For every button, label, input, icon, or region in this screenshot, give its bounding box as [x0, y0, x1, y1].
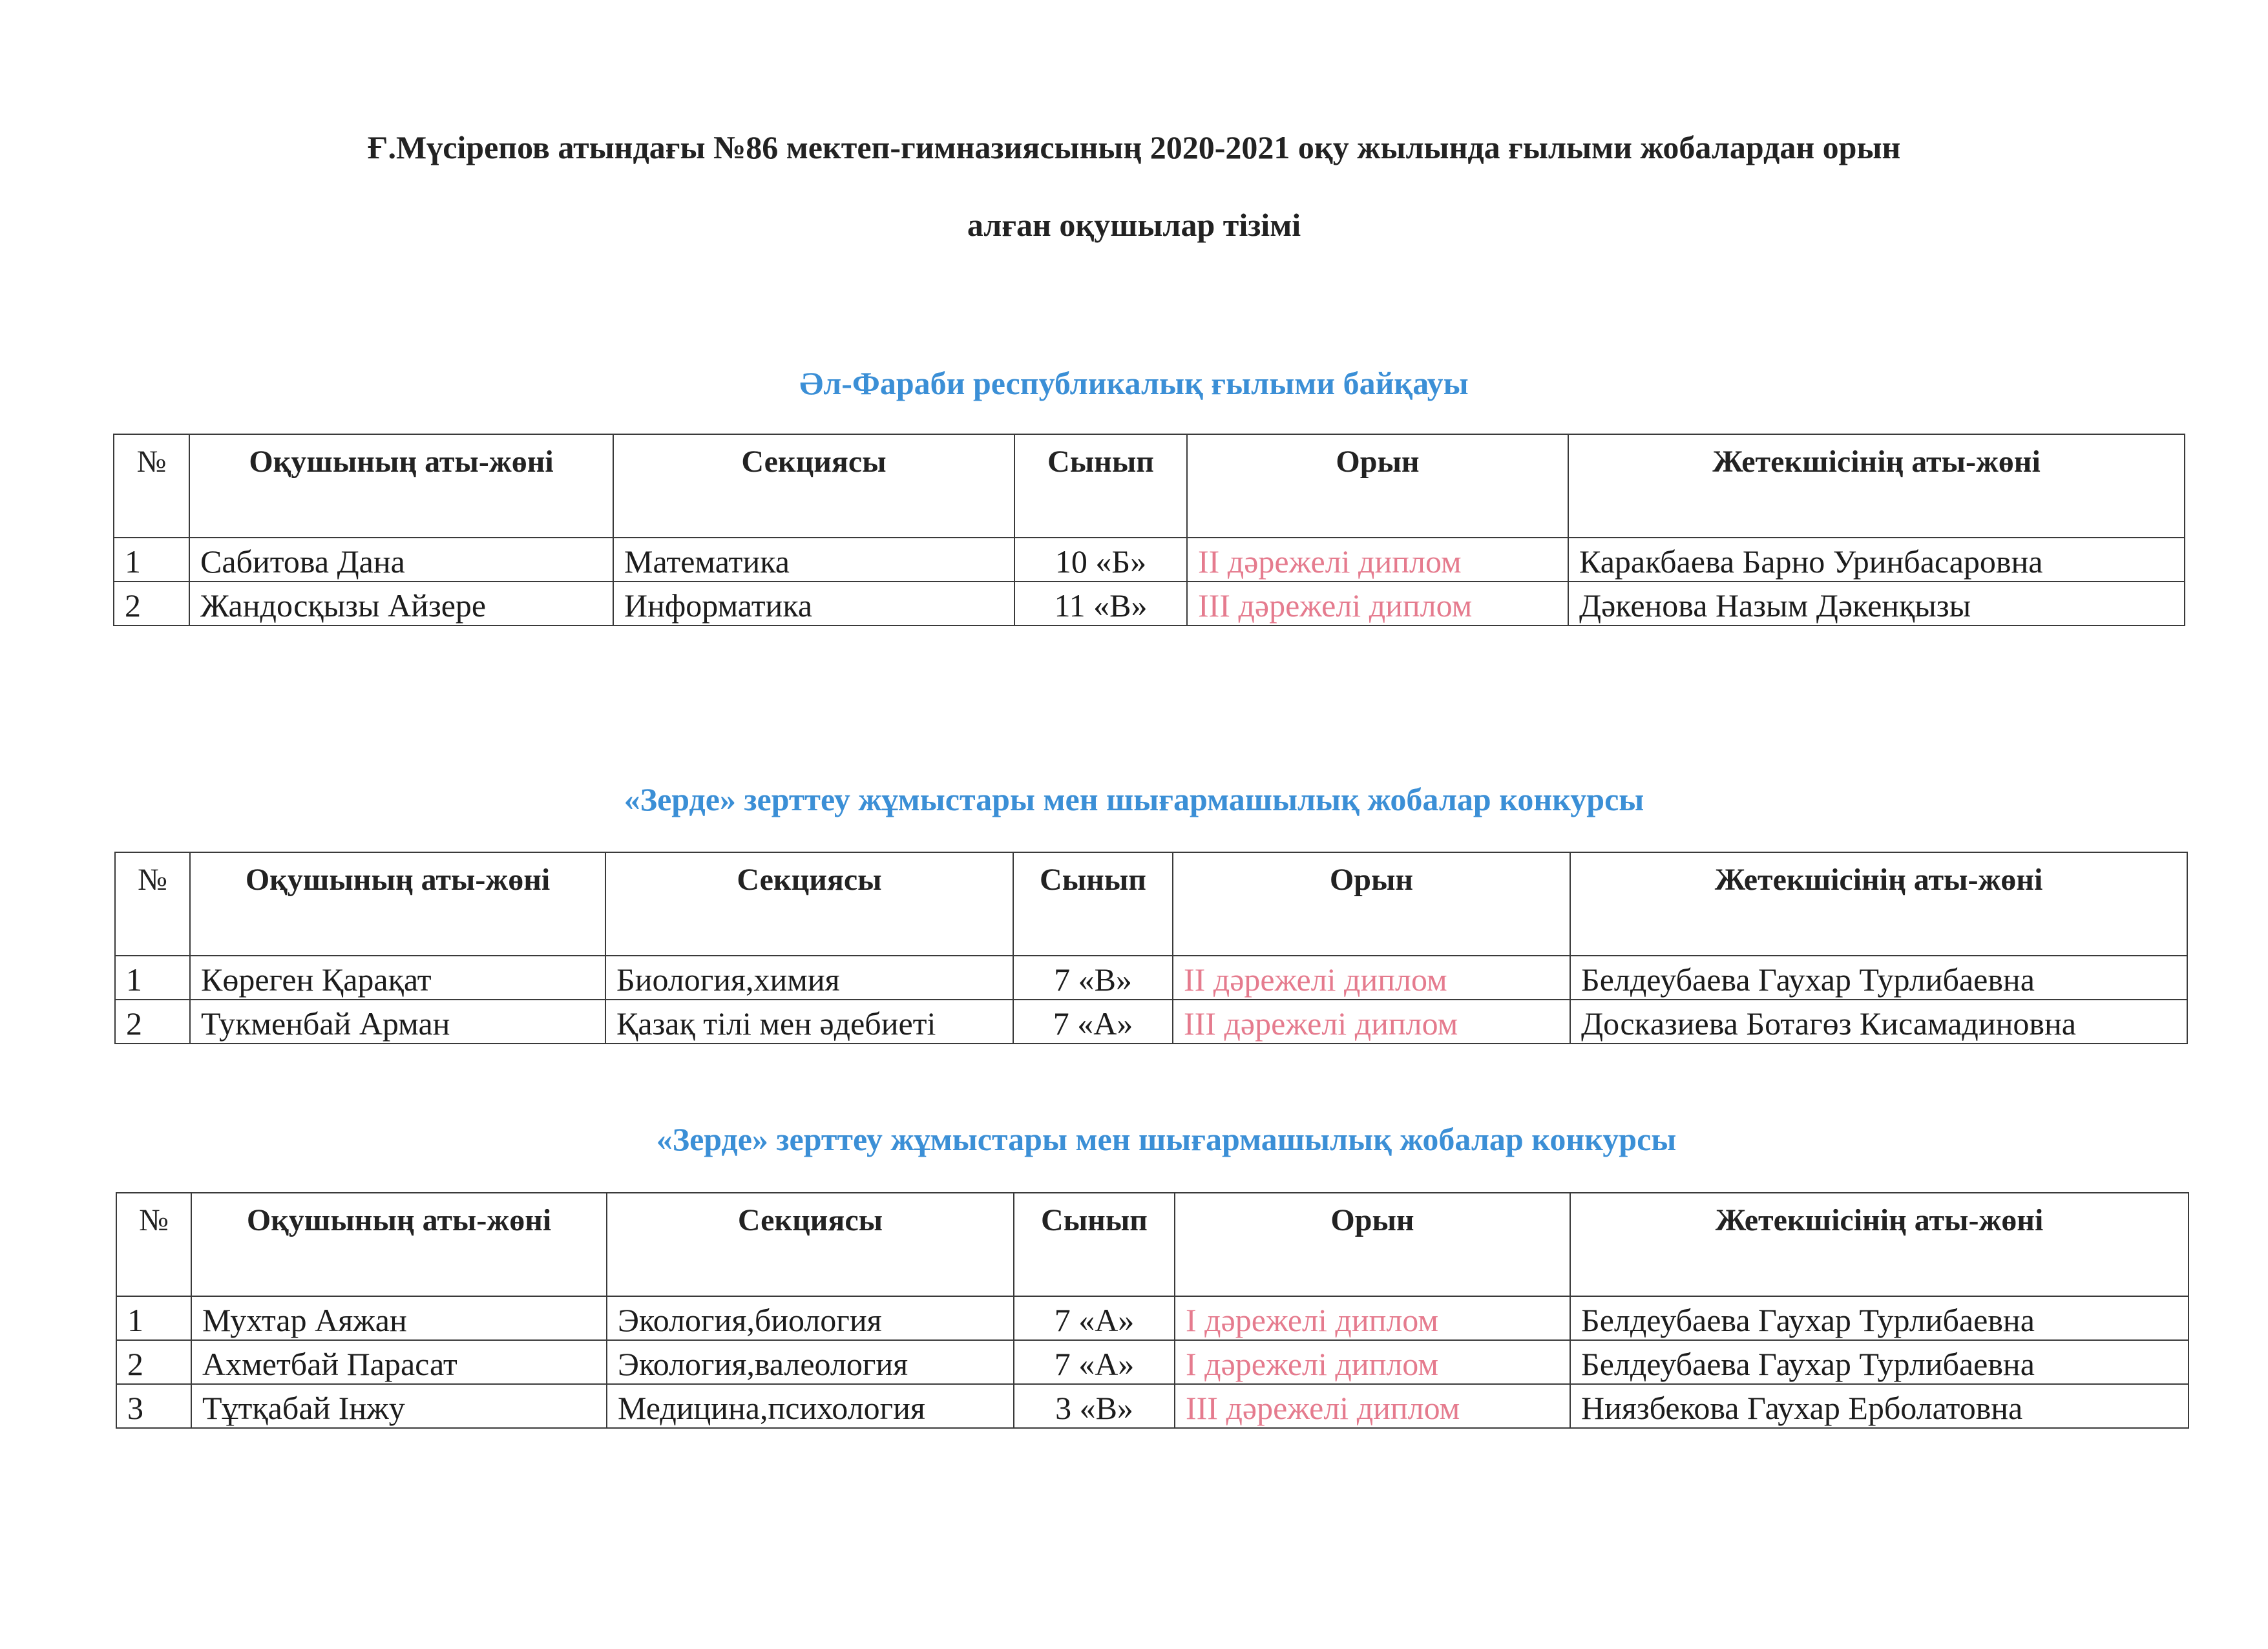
section-name: Математика [613, 538, 1014, 582]
class-name: 7 «А» [1014, 1296, 1175, 1340]
header-section: Секциясы [613, 434, 1014, 538]
header-class: Сынып [1014, 434, 1187, 538]
section-heading-zerde-2: «Зерде» зерттеу жұмыстары мен шығармашылық жобалар конкурсы [656, 1121, 1677, 1157]
section-name: Информатика [613, 582, 1014, 625]
class-name: 10 «Б» [1014, 538, 1187, 582]
header-place: Орын [1187, 434, 1568, 538]
header-num: № [114, 434, 189, 538]
class-name: 7 «А» [1014, 1340, 1175, 1384]
place-award: III дәрежелі диплом [1173, 1000, 1570, 1044]
header-place: Орын [1175, 1193, 1570, 1296]
supervisor-name: Доскaзиева Ботагөз Кисамадиновна [1570, 1000, 2187, 1044]
section-name: Қазақ тілі мен әдебиеті [605, 1000, 1013, 1044]
supervisor-name: Белдеубаева Гаухар Турлибаевна [1570, 1340, 2189, 1384]
supervisor-name: Каракбаева Барно Уринбасаровна [1568, 538, 2185, 582]
student-name: Көреген Қарақат [190, 956, 605, 1000]
row-number: 1 [114, 538, 189, 582]
place-award: I дәрежелі диплом [1175, 1340, 1570, 1384]
section-name: Медицина,психология [607, 1384, 1014, 1428]
table-row [116, 1384, 2189, 1428]
row-number: 2 [114, 582, 189, 625]
table-row [114, 538, 2185, 582]
results-table-zerde-2 [116, 1192, 2189, 1429]
results-table-al-farabi [113, 434, 2185, 626]
student-name: Мухтар Аяжан [191, 1296, 607, 1340]
header-section: Секциясы [605, 852, 1013, 956]
document-title-line-1: Ғ.Мүсірепов атындағы №86 мектеп-гимназиясының 2020-2021 оқу жылында ғылыми жобалардан орын [367, 129, 1901, 165]
header-class: Сынып [1014, 1193, 1175, 1296]
row-number: 2 [115, 1000, 190, 1044]
header-supervisor: Жетекшісінің аты-жөні [1570, 1193, 2189, 1296]
header-num: № [116, 1193, 191, 1296]
place-award: II дәрежелі диплом [1173, 956, 1570, 1000]
place-award: III дәрежелі диплом [1187, 582, 1568, 625]
place-award: I дәрежелі диплом [1175, 1296, 1570, 1340]
student-name: Тукменбай Арман [190, 1000, 605, 1044]
header-num: № [115, 852, 190, 956]
section-name: Биология,химия [605, 956, 1013, 1000]
row-number: 3 [116, 1384, 191, 1428]
document-title-line-2: алған оқушылар тізімі [967, 207, 1301, 243]
section-name: Экология,биология [607, 1296, 1014, 1340]
supervisor-name: Дәкенова Назым Дәкенқызы [1568, 582, 2185, 625]
section-heading-zerde-1: «Зерде» зерттеу жұмыстары мен шығармашылық жобалар конкурсы [624, 781, 1644, 817]
table-header-row [114, 434, 2185, 538]
place-award: II дәрежелі диплом [1187, 538, 1568, 582]
header-class: Сынып [1013, 852, 1173, 956]
row-number: 1 [116, 1296, 191, 1340]
place-award: III дәрежелі диплом [1175, 1384, 1570, 1428]
class-name: 7 «В» [1013, 956, 1173, 1000]
student-name: Жандосқызы Айзере [189, 582, 613, 625]
header-place: Орын [1173, 852, 1570, 956]
header-student: Оқушының аты-жөні [191, 1193, 607, 1296]
header-supervisor: Жетекшісінің аты-жөні [1568, 434, 2185, 538]
header-section: Секциясы [607, 1193, 1014, 1296]
student-name: Тұтқабай Інжу [191, 1384, 607, 1428]
table-row [115, 956, 2187, 1000]
table-row [116, 1296, 2189, 1340]
class-name: 7 «А» [1013, 1000, 1173, 1044]
class-name: 11 «В» [1014, 582, 1187, 625]
table-row [115, 1000, 2187, 1044]
row-number: 2 [116, 1340, 191, 1384]
supervisor-name: Белдеубаева Гаухар Турлибаевна [1570, 1296, 2189, 1340]
table-row [116, 1340, 2189, 1384]
class-name: 3 «В» [1014, 1384, 1175, 1428]
student-name: Ахметбай Парасат [191, 1340, 607, 1384]
header-student: Оқушының аты-жөні [190, 852, 605, 956]
header-student: Оқушының аты-жөні [189, 434, 613, 538]
row-number: 1 [115, 956, 190, 1000]
table-row [114, 582, 2185, 625]
student-name: Сабитова Дана [189, 538, 613, 582]
table-header-row [116, 1193, 2189, 1296]
results-table-zerde-1 [114, 852, 2188, 1044]
table-header-row [115, 852, 2187, 956]
supervisor-name: Ниязбекова Гаухар Ерболатовна [1570, 1384, 2189, 1428]
section-heading-al-farabi: Әл-Фараби республикалық ғылыми байқауы [799, 365, 1469, 401]
header-supervisor: Жетекшісінің аты-жөні [1570, 852, 2187, 956]
section-name: Экология,валеология [607, 1340, 1014, 1384]
supervisor-name: Белдеубаева Гаухар Турлибаевна [1570, 956, 2187, 1000]
